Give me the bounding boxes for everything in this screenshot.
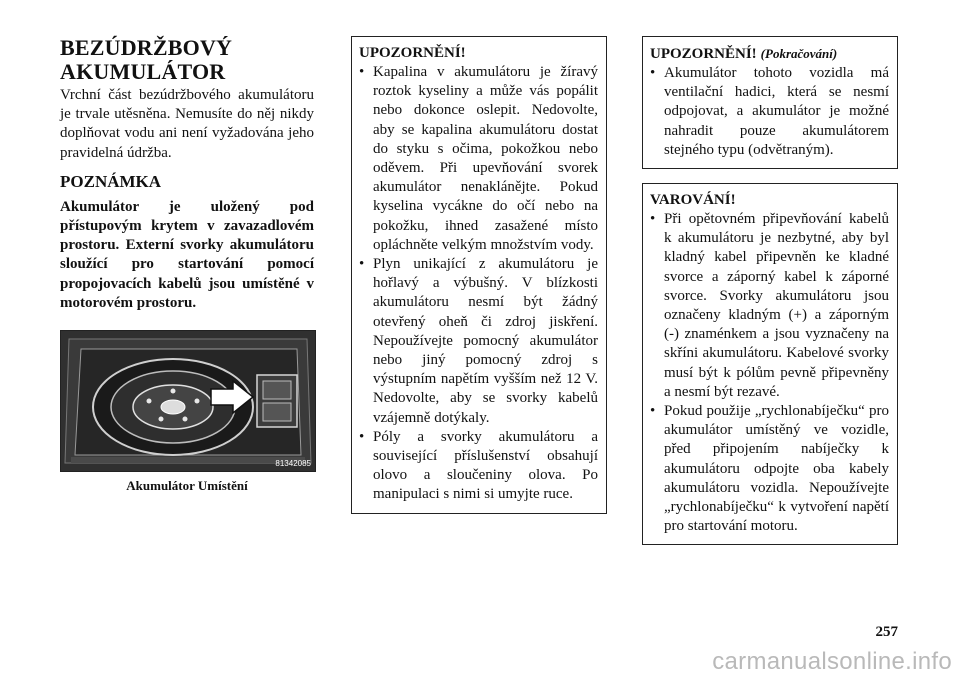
caution-item-lead: • Póly a svorky akumulátoru a související příslušenství obsahují olovo a sloučeniny olova. Po manipulaci s nimi si umyjte ruce. bbox=[359, 428, 598, 505]
battery-location-figure bbox=[60, 330, 316, 472]
note-title: POZNÁMKA bbox=[60, 171, 162, 191]
figure-caption: Akumulátor Umístění bbox=[126, 478, 248, 494]
warning-box bbox=[642, 183, 898, 545]
caution-title: UPOZORNĚNÍ! bbox=[359, 45, 466, 61]
warning-item-polarity: • Při opětovném připevňování kabelů k akumulátoru je nezbytné, aby byl kladný kabel připevněn ke kladné svorce a záporný kabel k záporné svorce. Svorky akumulátoru jsou označeny kladným (+) a záporným (-) znaménkem a jsou vyznačeny na skříni akumulátoru. Kabelové svorky musí být k pólům pevně připevněny a nesmí být rezavé. bbox=[650, 210, 889, 402]
middle-column bbox=[351, 36, 607, 514]
figure-id: 81342085 bbox=[275, 459, 311, 469]
warning-title: VAROVÁNÍ! bbox=[650, 192, 736, 209]
caution-continued-title bbox=[650, 44, 889, 64]
caution-continued-box bbox=[642, 36, 898, 169]
warning-item-fast-charger: • Pokud použije „rychlonabíječku“ pro akumulátor umístěný ve vozidle, před připojením nabíječky k akumulátoru odpojte oba kabely akumulátoru vozidla. Nepoužívejte „rychlonabíječku“ k vytvoření napětí pro startování motoru. bbox=[650, 402, 889, 536]
caution-continued-label: UPOZORNĚNÍ! bbox=[650, 46, 757, 62]
right-column bbox=[642, 36, 898, 545]
intro-paragraph: Vrchní část bezúdržbového akumulátoru je trvale utěsněna. Nemusíte do něj nikdy doplňovat vodu ani není vyžadována jeho pravidelná údržba. bbox=[60, 87, 314, 161]
caution-list bbox=[359, 63, 598, 505]
caution-continued-list bbox=[650, 64, 889, 160]
caution-item-acid: • Kapalina v akumulátoru je žíravý roztok kyseliny a může vás popálit nebo dokonce oslepit. Nedovolte, aby se kapalina akumulátoru dostat do styku s očima, pokožkou nebo oděvem. Při upevňování svorek akumulátor nenaklánějte. Pokud kyselina vycákne do očí nebo na pokožku, ihned zasažené místo opláchněte velkým množstvím vody. bbox=[359, 63, 598, 255]
left-column bbox=[60, 36, 314, 494]
section-title-line-1: BEZÚDRŽBOVÝ bbox=[60, 35, 233, 60]
page-number: 257 bbox=[875, 624, 898, 640]
caution-item-gas: • Plyn unikající z akumulátoru je hořlavý a výbušný. V blízkosti akumulátoru nesmí být žádný otevřený oheň či zdroj jiskření. Nepoužívejte pomocný akumulátor nebo jiný pomocný zdroj s výstupním napětím vyšším než 12 V. Nedovolte, aby se svorky kabelů vzájemně dotýkaly. bbox=[359, 255, 598, 428]
trunk-illustration bbox=[61, 331, 315, 471]
section-title bbox=[60, 36, 314, 84]
watermark: carmanualsonline.info bbox=[712, 648, 952, 675]
warning-list bbox=[650, 210, 889, 536]
section-title-line-2: AKUMULÁTOR bbox=[60, 59, 226, 84]
note-text: Akumulátor je uložený pod přístupovým krytem v zavazadlovém prostoru. Externí svorky akumulátoru sloužící pro startování pomocí propojovacích kabelů jsou umístěné v motorovém prostoru. bbox=[60, 198, 314, 311]
caution-item-vent-hose: • Akumulátor tohoto vozidla má ventilační hadici, která se nesmí odpojovat, a akumulátor je možné nahradit pouze akumulátorem stejného typu (odvětraným). bbox=[650, 64, 889, 160]
continued-label: (Pokračování) bbox=[760, 46, 838, 61]
caution-box bbox=[351, 36, 607, 514]
